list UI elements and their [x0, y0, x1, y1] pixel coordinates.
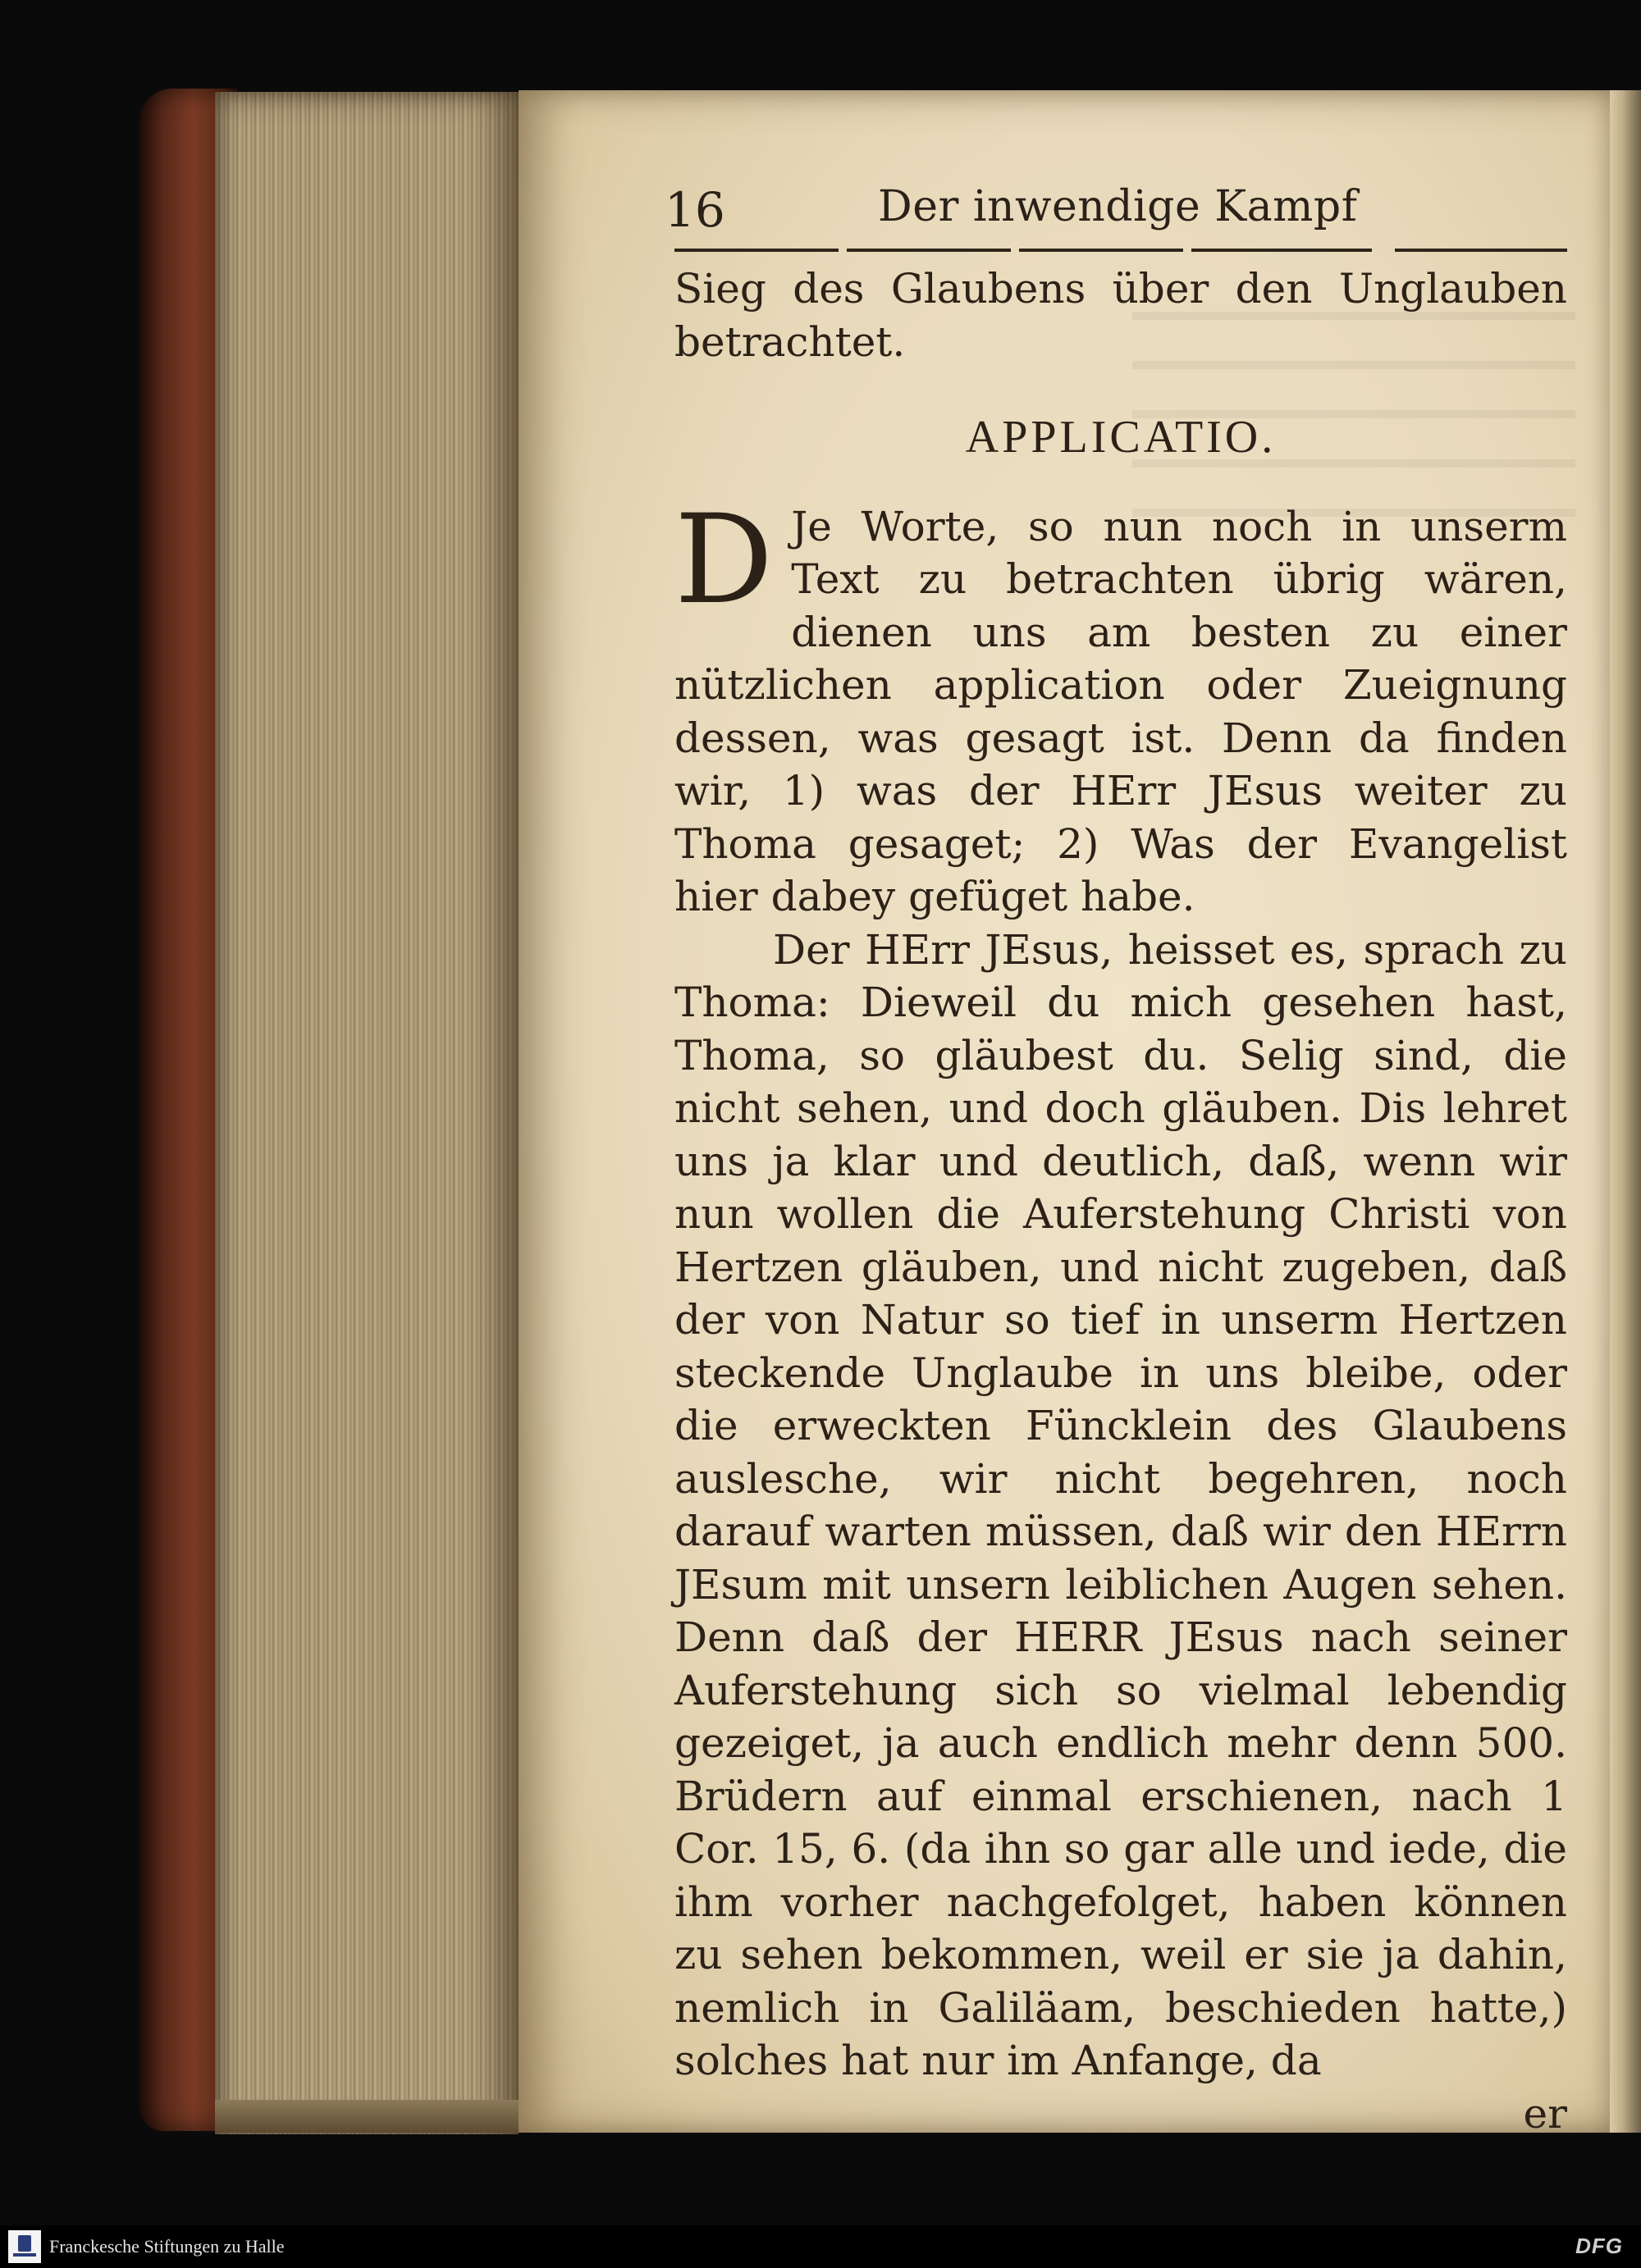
dfg-logo: DFG: [1575, 2234, 1623, 2258]
paragraph-2: Der HErr JEsus, heisset es, sprach zu Thoma: Dieweil du mich gesehen hast, Thoma, so gläubest du. Selig sind, die nicht sehen, und doch gläuben. Dis lehret uns ja klar und deutlich, daß, wenn wir nun wollen die Auferstehung Christi von Hertzen gläuben, und nicht zugeben, daß der von Natur so tief in unserm Hertzen steckende Unglaube in uns bleibe, oder die erweckten Füncklein des Glaubens auslesche, wir nicht begehren, noch darauf warten müssen, daß wir den HErrn JEsum mit unsern leiblichen Augen sehen. Denn daß der HERR JEsus nach seiner Auferstehung sich so vielmal lebendig gezeiget, ja auch endlich mehr denn 500. Brüdern auf einmal erschienen, nach 1 Cor. 15, 6. (da ihn so gar alle und iede, die ihm vorher nachgefolget, haben können zu sehen bekommen, weil er sie ja dahin, nemlich in Galiläam, beschieden hatte,) solches hat nur im Anfange, da: [674, 925, 1567, 2084]
header-rule-3: [1019, 249, 1183, 252]
drop-cap: D: [674, 488, 774, 632]
institution-logo-icon: [8, 2230, 41, 2263]
page-block-edges: [215, 92, 519, 2134]
logo-mark-base: [13, 2253, 36, 2257]
viewer-footer: [0, 2225, 1641, 2268]
header-rule-4: [1191, 249, 1372, 252]
catchword: er: [1523, 2089, 1567, 2138]
running-head: Der inwendige Kampf: [878, 182, 1358, 231]
header-rule-1: [674, 249, 839, 252]
section-heading: APPLICATIO.: [965, 412, 1277, 463]
page-block-bottom: [215, 2100, 543, 2133]
page-body: [674, 262, 1567, 2140]
header-rule-5: [1395, 249, 1567, 252]
facing-page-edge: [1610, 90, 1641, 2133]
header-rule-2: [847, 249, 1011, 252]
paragraph-1-text: Je Worte, so nun noch in unserm Text zu betrachten übrig wären, dienen uns am besten zu einer nützlichen application oder Zueignung dessen, was gesagt ist. Denn da finden wir, 1) was der HErr JEsus weiter zu Thoma gesaget; 2) Was der Evangelist hier dabey gefüget habe.: [674, 502, 1567, 920]
paragraph-1: [674, 488, 1567, 924]
institution-name: Franckesche Stiftungen zu Halle: [49, 2236, 285, 2257]
logo-mark: [18, 2235, 31, 2252]
intro-line: Sieg des Glaubens über den Unglauben betrachtet.: [674, 265, 1567, 366]
page-number: 16: [665, 182, 725, 238]
